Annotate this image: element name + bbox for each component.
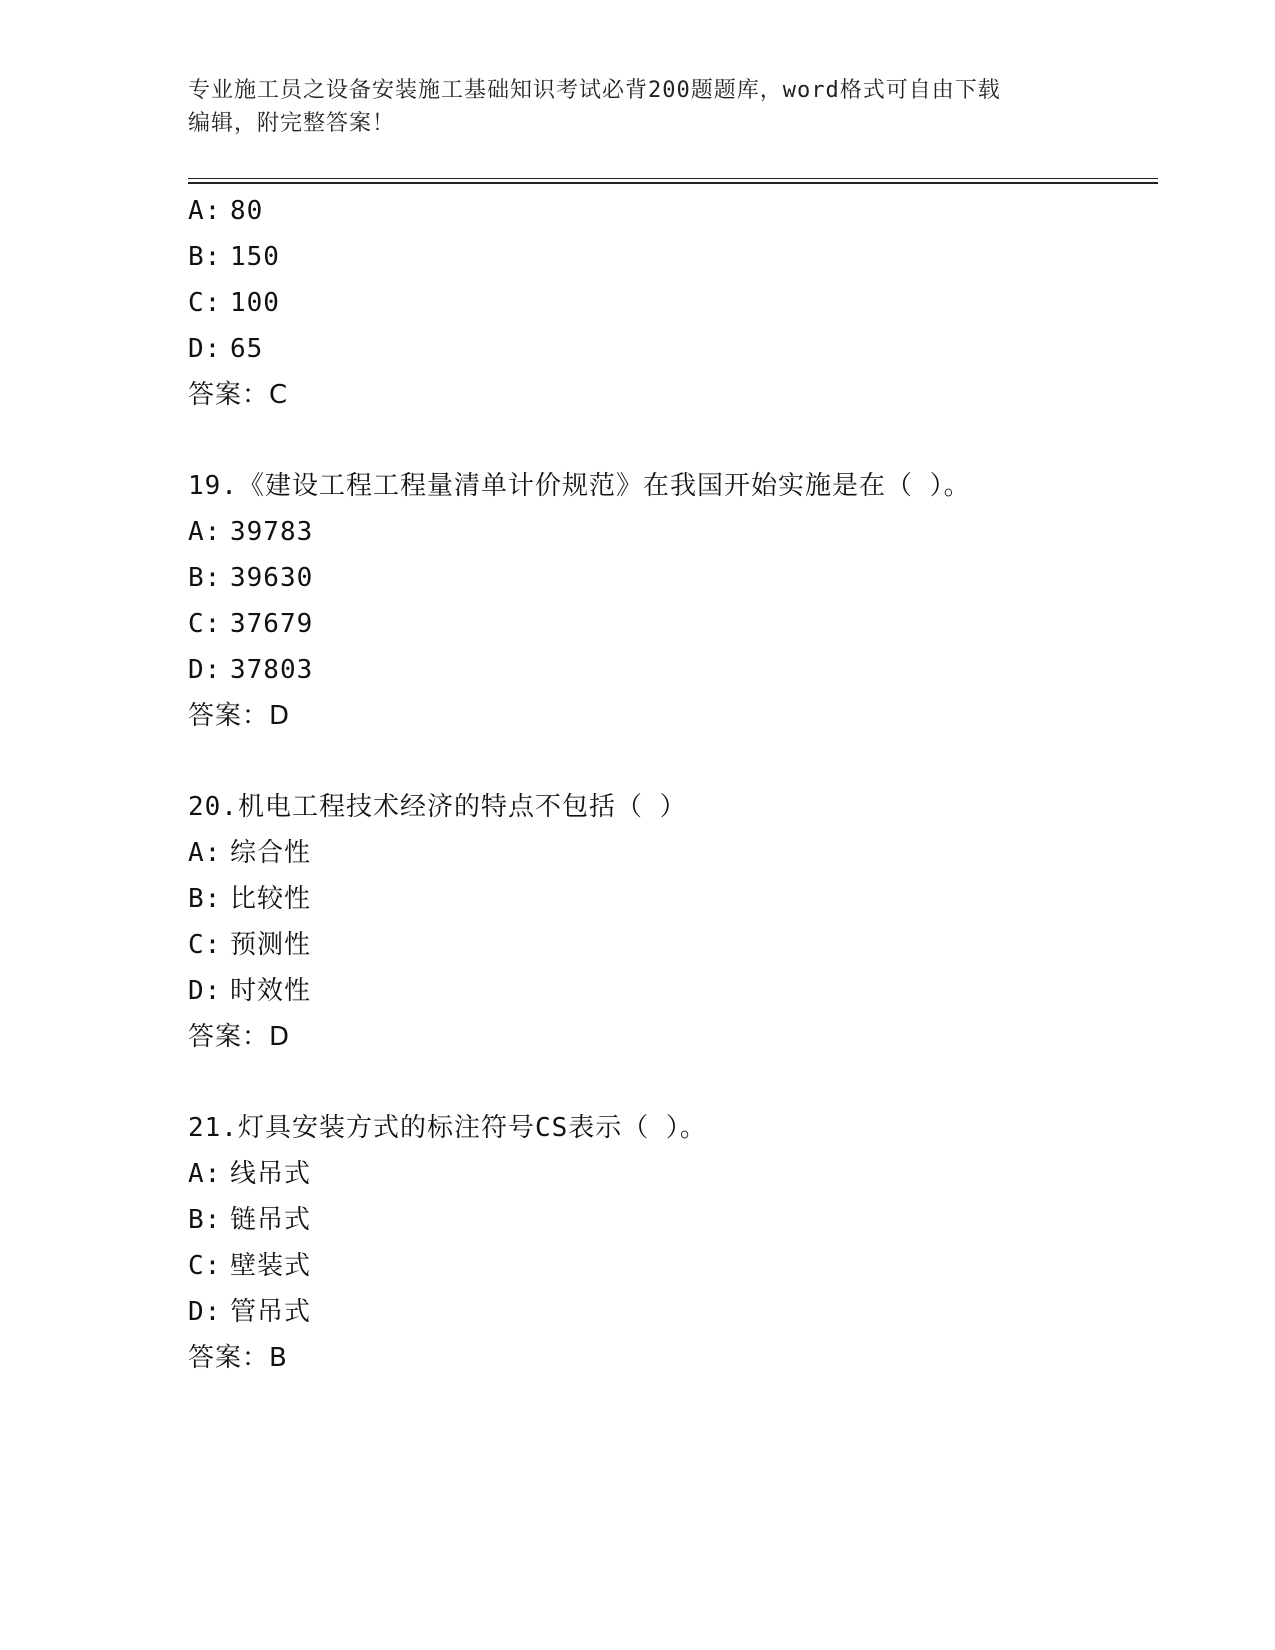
document-header [188, 74, 1088, 140]
option-text: 预测性 [230, 930, 312, 960]
answer-line: 答案：B [188, 1343, 288, 1373]
option-label: B: [188, 563, 222, 593]
option-text: 37679 [230, 609, 314, 639]
option-row [188, 1158, 311, 1190]
option-row [188, 562, 313, 594]
option-row [188, 883, 311, 915]
option-text: 65 [230, 334, 264, 364]
option-row [188, 1204, 311, 1236]
option-text: 37803 [230, 655, 314, 685]
option-label: D: [188, 334, 222, 364]
answer-line: 答案：D [188, 1022, 291, 1052]
option-text: 线吊式 [230, 1159, 312, 1189]
option-row [188, 975, 311, 1007]
option-label: A: [188, 196, 222, 226]
option-label: A: [188, 1159, 222, 1189]
answer-line: 答案：C [188, 380, 289, 410]
option-label: D: [188, 1297, 222, 1327]
option-text: 时效性 [230, 976, 312, 1006]
option-label: C: [188, 1251, 222, 1281]
option-row [188, 195, 263, 227]
header-title-line2: 编辑，附完整答案！ [188, 111, 396, 136]
option-row [188, 333, 263, 365]
option-row [188, 1250, 311, 1282]
option-label: B: [188, 884, 222, 914]
option-label: A: [188, 838, 222, 868]
option-label: B: [188, 242, 222, 272]
option-row [188, 287, 280, 319]
option-text: 综合性 [230, 838, 312, 868]
option-label: A: [188, 517, 222, 547]
question-text: 20.机电工程技术经济的特点不包括（ ） [188, 792, 687, 822]
question-text: 21.灯具安装方式的标注符号CS表示（ ）。 [188, 1113, 707, 1143]
option-text: 100 [230, 288, 280, 318]
option-label: C: [188, 609, 222, 639]
option-text: 80 [230, 196, 264, 226]
header-divider-thick [188, 182, 1158, 184]
option-text: 壁装式 [230, 1251, 312, 1281]
option-label: C: [188, 930, 222, 960]
option-text: 比较性 [230, 884, 312, 914]
option-row [188, 241, 280, 273]
answer-line: 答案：D [188, 701, 291, 731]
option-row [188, 929, 311, 961]
option-text: 39783 [230, 517, 314, 547]
option-row [188, 1296, 311, 1328]
option-text: 39630 [230, 563, 314, 593]
option-label: B: [188, 1205, 222, 1235]
option-label: D: [188, 655, 222, 685]
header-title-line1: 专业施工员之设备安装施工基础知识考试必背200题题库，word格式可自由下载 [188, 78, 1001, 103]
option-label: C: [188, 288, 222, 318]
option-row [188, 516, 313, 548]
option-row [188, 654, 313, 686]
question-text: 19.《建设工程工程量清单计价规范》在我国开始实施是在（ ）。 [188, 471, 971, 501]
option-label: D: [188, 976, 222, 1006]
option-row [188, 837, 311, 869]
option-row [188, 608, 313, 640]
option-text: 链吊式 [230, 1205, 312, 1235]
option-text: 150 [230, 242, 280, 272]
header-divider-thin [188, 178, 1158, 179]
option-text: 管吊式 [230, 1297, 312, 1327]
